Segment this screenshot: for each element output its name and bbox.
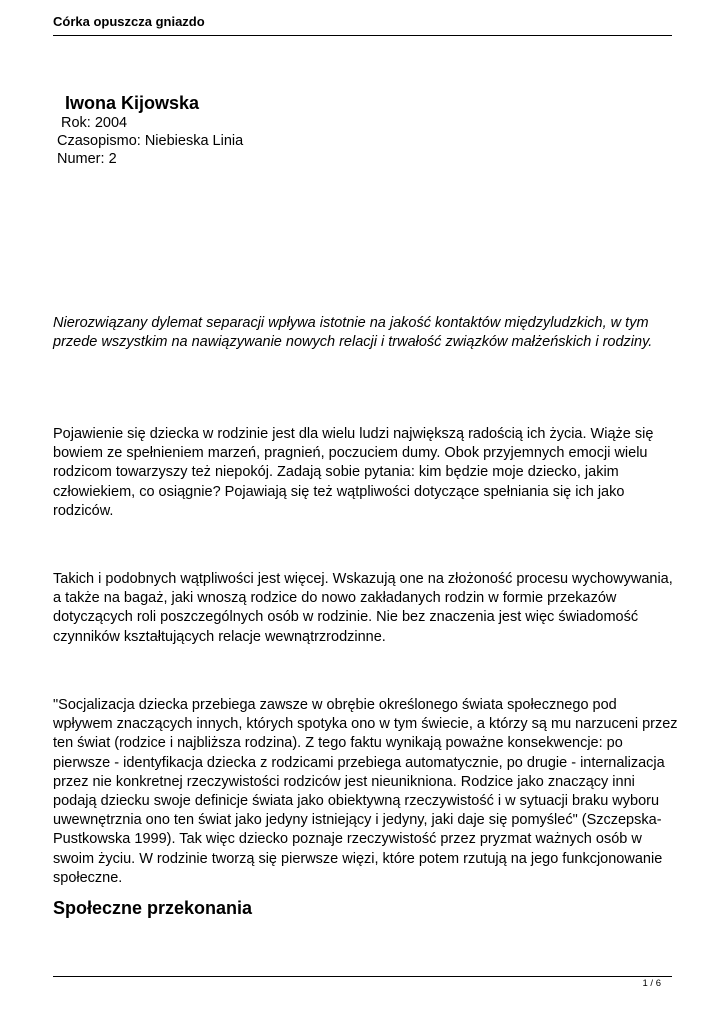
document-title: Córka opuszcza gniazdo <box>53 14 205 29</box>
page-number: 1 / 6 <box>642 978 661 989</box>
body-paragraph-2: Takich i podobnych wątpliwości jest więcej. Wskazują one na złożoność procesu wychowywania, a także na bagaż, jaki wnoszą rodzice do nowo zakładanych rodzin w formie przekazów dotyczących roli poszczególnych osób w rodzinie. Nie bez znaczenia jest więc świadomość czynników kształtujących relacje wewnątrzrodzinne. <box>53 571 673 645</box>
lead-paragraph: Nierozwiązany dylemat separacji wpływa istotnie na jakość kontaktów międzyludzkich, w tym przede wszystkim na nawiązywanie nowych relacji i trwałość związków małżeńskich i rodziny. <box>53 315 653 351</box>
author-name: Iwona Kijowska <box>65 93 200 113</box>
footer-divider <box>53 976 672 977</box>
body-paragraph-3: "Socjalizacja dziecka przebiega zawsze w obrębie określonego świata społecznego pod wpływem znaczących innych, których spotyka ono w tym świecie, a którzy są mu narzuceni przez ten świat (rodzice i najbliższa rodzina). Z tego faktu wynikają poważne konsekwencje: po pierwsze - identyfikacja dziecka z rodzicami przebiega automatycznie, po drugie - internalizacja przez nie konkretnej rzeczywistości rodziców jest nieunikniona. Rodzice jako znaczący inni podają dziecku swoje definicje świata jako obiektywną rzeczywistość i w sytuacji braku wyboru uwewnętrznia ono ten świat jako jedyny istniejący i jedyny, jaki daje się pomyśleć" (Szczepska-Pustkowska 1999). Tak więc dziecko poznaje rzeczywistość przez pryzmat ważnych osób w swoim życiu. W rodzinie tworzą się pierwsze więzi, które potem rzutują na jego funkcjonowanie społeczne. <box>53 697 678 886</box>
header-divider <box>53 35 672 36</box>
section-heading: Społeczne przekonania <box>53 898 253 918</box>
issue-line: Numer: 2 <box>57 151 117 167</box>
body-paragraph-1: Pojawienie się dziecka w rodzinie jest dla wielu ludzi największą radością ich życia. Wiąże się bowiem ze spełnieniem marzeń, pragnień, poczuciem dumy. Obok przyjemnych emocji wielu rodzicom towarzyszy też niepokój. Zadają sobie pytania: kim będzie moje dziecko, jakim człowiekiem, co osiągnie? Pojawiają się też wątpliwości dotyczące spełniania się ich jako rodziców. <box>53 426 654 519</box>
magazine-line: Czasopismo: Niebieska Linia <box>57 133 244 149</box>
year-line: Rok: 2004 <box>61 115 128 131</box>
